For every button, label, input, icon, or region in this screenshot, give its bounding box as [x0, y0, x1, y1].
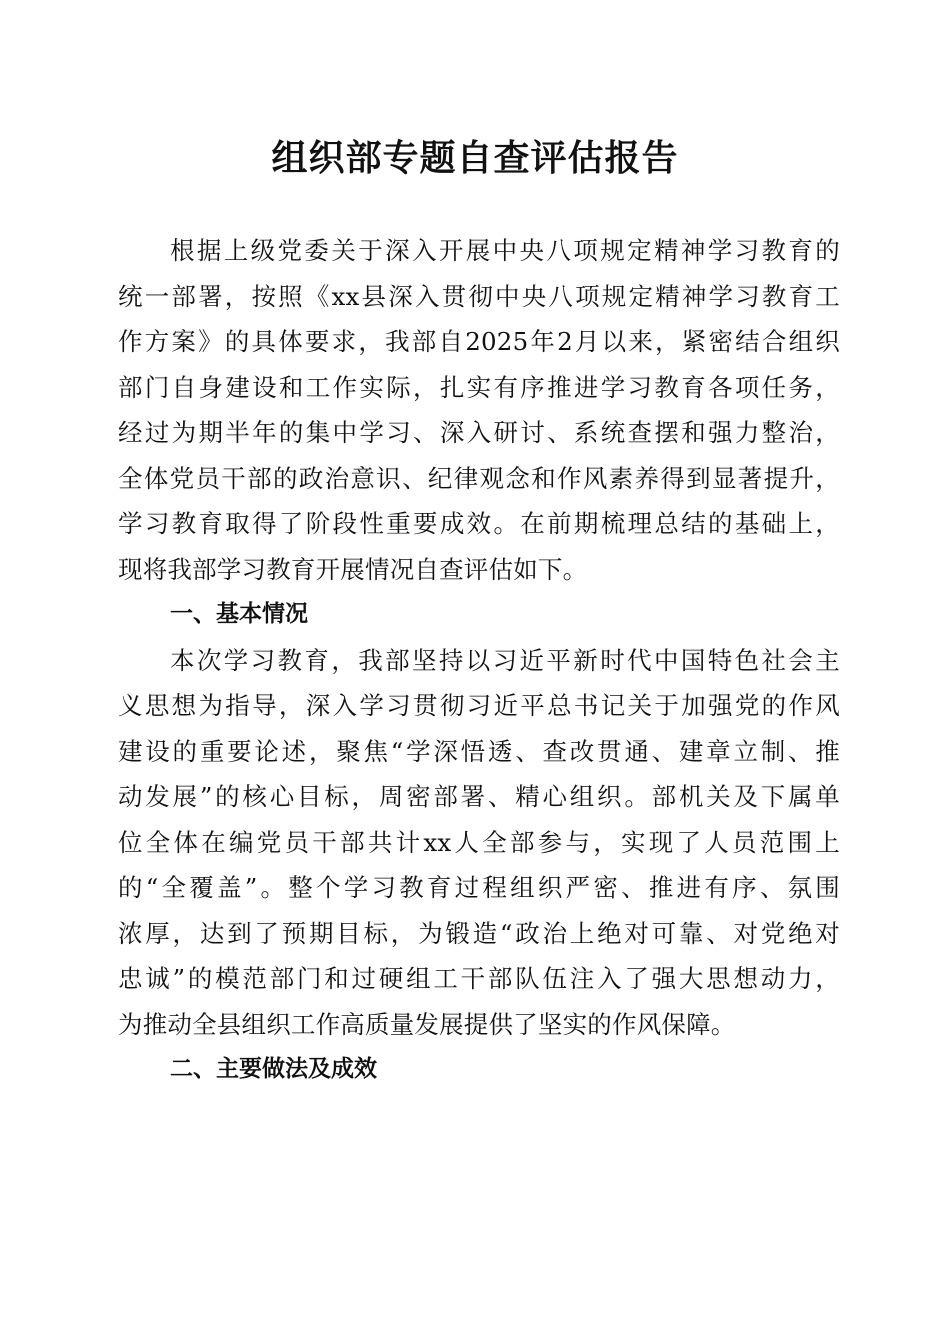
section-heading-basic-situation: 一、基本情况	[170, 601, 308, 627]
document-body	[118, 228, 840, 1093]
paragraph-line: 建设的重要论述，聚焦“学深悟透、查改贯通、建章立制、推	[118, 736, 840, 766]
paragraph-line: 本次学习教育，我部坚持以习近平新时代中国特色社会主	[170, 645, 840, 675]
paragraph-line: 现将我部学习教育开展情况自查评估如下。	[118, 554, 588, 584]
paragraph-line: 统一部署，按照《xx县深入贯彻中央八项规定精神学习教育工	[118, 281, 840, 311]
paragraph-basic-situation	[118, 638, 840, 1048]
paragraph-line: 动发展”的核心目标，周密部署、精心组织。部机关及下属单	[118, 782, 840, 811]
paragraph-line: 位全体在编党员干部共计xx人全部参与，实现了人员范围上	[118, 827, 840, 857]
paragraph-line: 经过为期半年的集中学习、深入研讨、系统查摆和强力整治，	[118, 418, 840, 447]
paragraph-line: 的“全覆盖”。整个学习教育过程组织严密、推进有序、氛围	[118, 873, 840, 902]
paragraph-line: 作方案》的具体要求，我部自2025年2月以来，紧密结合组织	[118, 327, 840, 356]
paragraph-line: 根据上级党委关于深入开展中央八项规定精神学习教育的	[170, 236, 840, 265]
paragraph-line: 学习教育取得了阶段性重要成效。在前期梳理总结的基础上，	[118, 509, 840, 538]
paragraph-line: 全体党员干部的政治意识、纪律观念和作风素养得到显著提升，	[118, 463, 840, 493]
paragraph-line: 义思想为指导，深入学习贯彻习近平总书记关于加强党的作风	[118, 691, 840, 720]
paragraph-line: 浓厚，达到了预期目标，为锻造“政治上绝对可靠、对党绝对	[118, 918, 840, 948]
paragraph-intro	[118, 228, 840, 592]
page-title: 组织部专题自查评估报告	[271, 137, 679, 179]
paragraph-line: 忠诚”的模范部门和过硬组工干部队伍注入了强大思想动力，	[118, 964, 840, 993]
paragraph-line: 为推动全县组织工作高质量发展提供了坚实的作风保障。	[118, 1009, 736, 1039]
paragraph-line: 部门自身建设和工作实际，扎实有序推进学习教育各项任务，	[118, 372, 840, 402]
section-heading-main-practices: 二、主要做法及成效	[170, 1056, 377, 1082]
